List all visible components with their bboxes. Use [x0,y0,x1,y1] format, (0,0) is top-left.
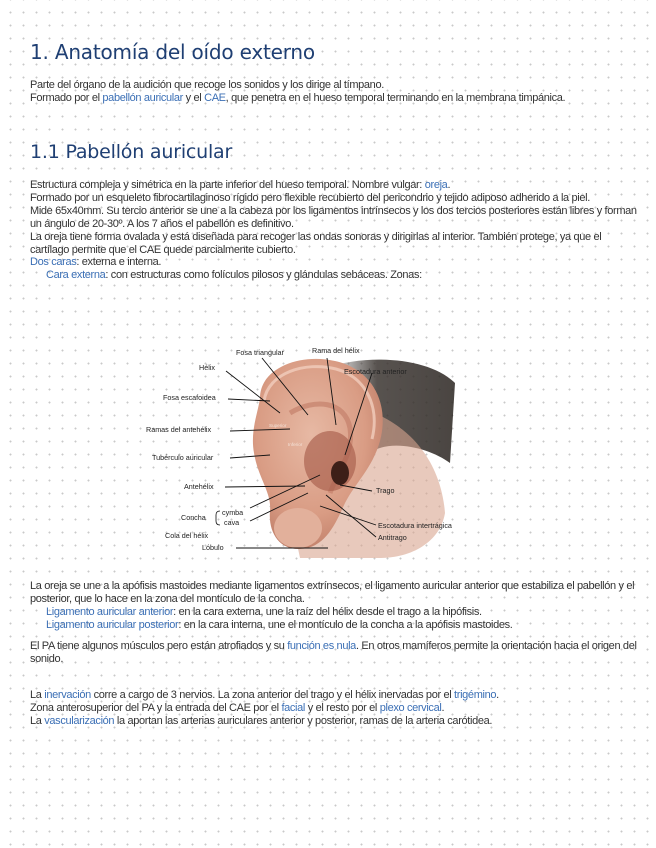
label-tuberculo-auricular: Tubérculo auricular [152,453,214,462]
paragraph: Ligamento auricular posterior: en la cara interna, une el montículo de la concha a la apófisis mastoides. [46,618,513,631]
label-antehelix: Antehélix [184,482,214,491]
highlight-term: Dos caras [30,256,77,269]
paragraph: Zona anterosuperior del PA y la entrada del CAE por el facial y el resto por el plexo cervical. [30,701,445,714]
paragraph: Mide 65x40mm. Su tercio anterior se une a la cabeza por los ligamentos intrínsecos y los dos tercios posteriores están libres y forman un ángulo de 20-30º. A los 7 años el pabellón es definitivo. [30,204,637,230]
highlight-term: Cara externa [46,269,106,282]
paragraph: Cara externa: con estructuras como folículos pilosos y glándulas sebáceas. Zonas: [46,269,422,282]
paragraph: Formado por un esqueleto fibrocartilaginoso rígido pero flexible recubierto del pericondrio y tejido adiposo adherido a la piel. [30,191,590,204]
label-fosa-triangular: Fosa triangular [236,348,284,357]
paragraph: La oreja tiene forma ovalada y está diseñada para recoger las ondas sonoras y dirigirlas al interior. También protege, ya que el cartílago permite que el CAE quede parcialmente cubierto. [30,230,602,256]
highlight-term: Ligamento auricular anterior [46,605,174,618]
section-title-anatomia: 1. Anatomía del oído externo [30,40,315,64]
highlight-term: función es nula [287,640,356,652]
highlight-term: plexo cervical [379,701,442,714]
highlight-term: Ligamento auricular posterior [46,618,179,631]
paragraph: La inervación corre a cargo de 3 nervios. La zona anterior del trago y el hélix inervadas por el trigémino. [30,689,499,701]
section-title-pabellon: 1.1 Pabellón auricular [30,141,233,163]
highlight-term: pabellón auricular [102,91,183,104]
label-trago: Trago [376,486,395,495]
highlight-term: trigémino [454,689,497,701]
label-ramas-antehelix: Ramas del antehélix [146,425,212,434]
highlight-term: oreja [424,179,448,191]
label-lobulo: Lóbulo [202,543,224,552]
paragraph: El PA tiene algunos músculos pero están atrofiados y su función es nula. En otros mamíferos permite la orientación hacia el origen del sonido. [30,640,637,665]
paragraph: La vascularización la aportan las arterias auriculares anterior y posterior, ramas de la arteria carótidea. [30,714,493,727]
ear-illustration [140,343,480,565]
paragraph: Parte del órgano de la audición que recoge los sonidos y los dirige al tímpano. [30,79,384,91]
label-cola-helix: Cola del hélix [165,531,209,540]
label-superior: Superior [269,423,287,428]
ligamentos-body [30,580,642,632]
paragraph: Dos caras: externa e interna. [30,256,162,269]
label-concha: Concha [181,513,206,522]
highlight-term: vascularización [44,714,115,727]
musculos-body [30,640,642,666]
label-cymba: cymba [222,508,244,517]
label-antitrago: Antitrago [378,533,407,542]
label-helix: Hélix [199,363,215,372]
section11-body [30,179,642,282]
highlight-term: inervación [44,689,91,701]
paragraph: Formado por el pabellón auricular y el CAE, que penetra en el hueso temporal terminando en la membrana timpánica. [30,91,566,104]
highlight-term: facial [281,701,306,714]
inervacion-body [30,689,642,728]
label-inferior: Inferior [288,442,303,447]
label-rama-helix: Rama del hélix [312,346,360,355]
paragraph: La oreja se une a la apófisis mastoides mediante ligamentos extrínsecos, el ligamento auricular anterior que estabiliza el pabellón y el posterior, que lo hace en la zona del montículo de la concha. [30,580,635,605]
ear-diagram [140,343,480,565]
paragraph: Estructura compleja y simétrica en la parte inferior del hueso temporal. Nombre vulgar: oreja. [30,179,451,191]
paragraph: Ligamento auricular anterior: en la cara externa, une la raíz del hélix desde el trago a la hipófisis. [46,605,482,618]
label-escotadura-intertragica: Escotadura intertrágica [378,521,452,530]
label-cava: cava [224,518,240,527]
label-fosa-escafoidea: Fosa escafoidea [163,393,216,402]
label-escotadura-anterior: Escotadura anterior [344,367,407,376]
section1-body [30,79,642,105]
highlight-term: CAE [204,91,226,104]
